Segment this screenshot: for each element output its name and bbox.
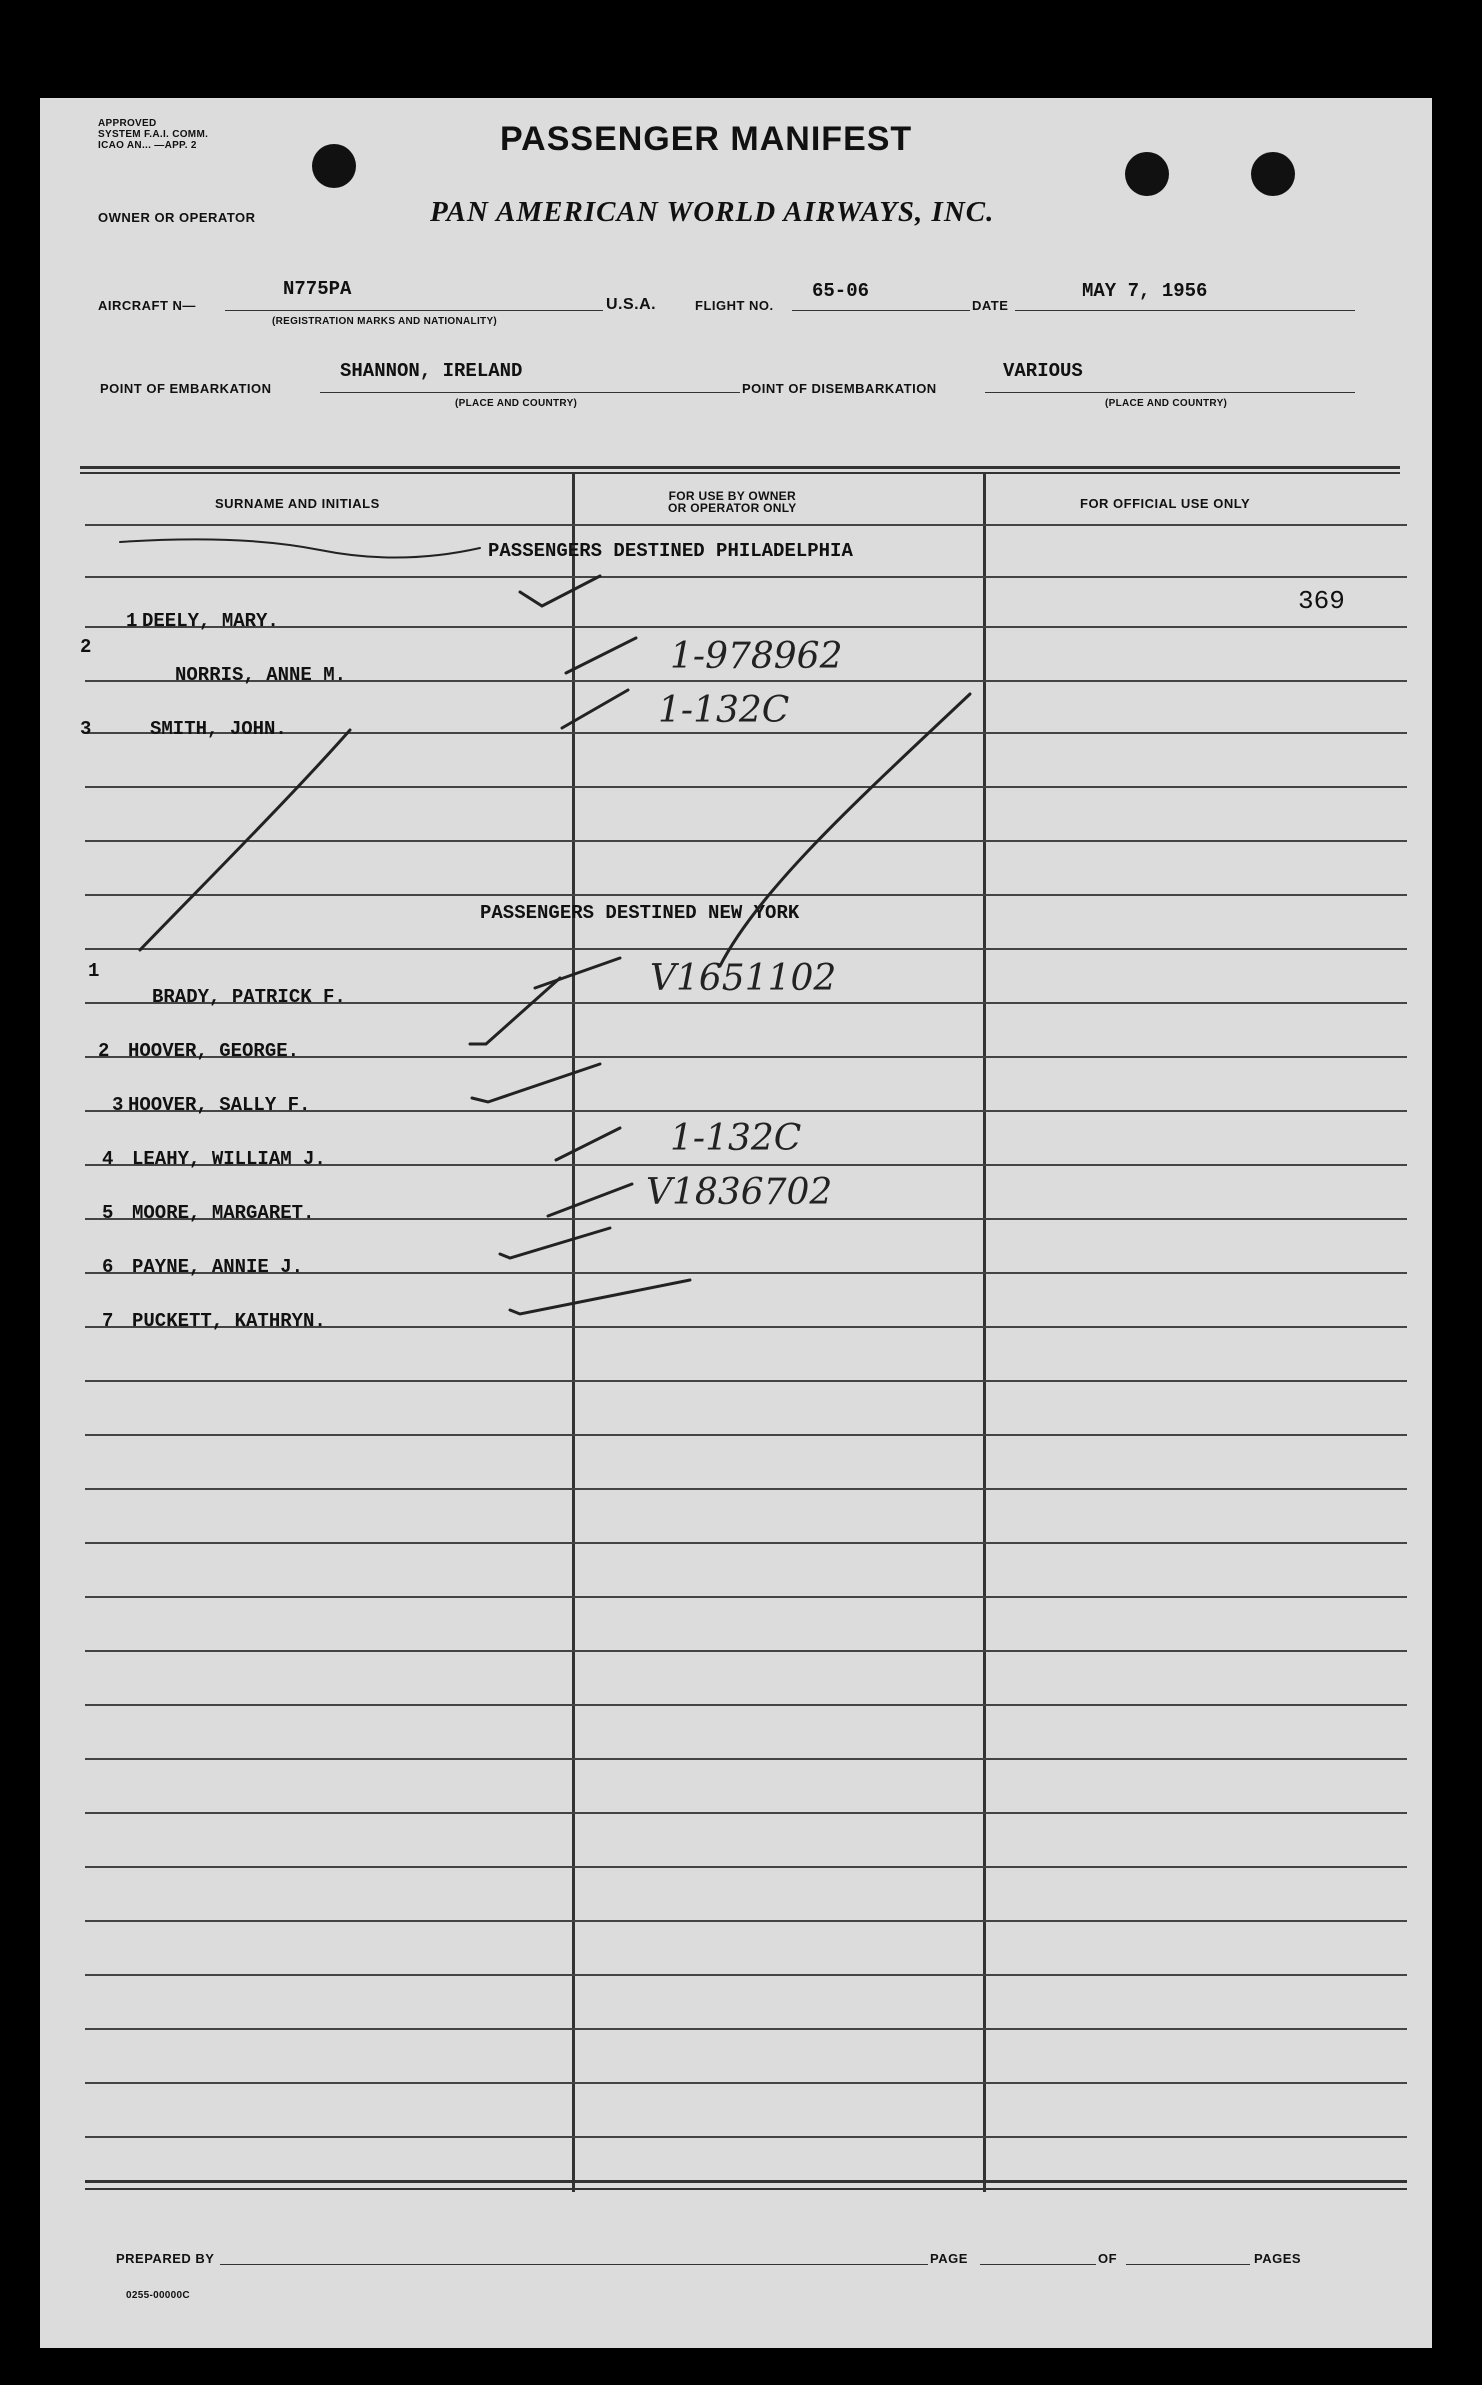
embarkation-value: SHANNON, IRELAND — [340, 360, 523, 382]
disembarkation-value: VARIOUS — [1003, 360, 1083, 382]
passenger-num: 4 — [102, 1148, 114, 1170]
disembarkation-label: POINT OF DISEMBARKATION — [742, 381, 937, 396]
passenger-name: PAYNE, ANNIE J. — [132, 1256, 304, 1278]
passenger-num: 1 — [88, 960, 100, 982]
passenger-name: LEAHY, WILLIAM J. — [132, 1148, 326, 1170]
page-title: PASSENGER MANIFEST — [500, 120, 913, 158]
passenger-num: 1 — [126, 610, 138, 632]
column-header-surname: SURNAME AND INITIALS — [215, 496, 380, 511]
passenger-num: 2 — [80, 636, 92, 658]
passenger-name: PUCKETT, KATHRYN. — [132, 1310, 326, 1332]
airline-name: PAN AMERICAN WORLD AIRWAYS, INC. — [430, 196, 995, 228]
owner-note: 1-132C — [670, 1118, 802, 1159]
of-label: OF — [1098, 2251, 1118, 2266]
owner-note: 1-978962 — [670, 636, 843, 677]
disembarkation-caption: (PLACE AND COUNTRY) — [1105, 398, 1228, 409]
passenger-num: 5 — [102, 1202, 114, 1224]
passenger-name: SMITH, JOHN. — [150, 718, 287, 740]
aircraft-label: AIRCRAFT N— — [98, 298, 196, 313]
flight-value: 65-06 — [812, 280, 870, 302]
usa-label: U.S.A. — [606, 296, 657, 313]
embarkation-label: POINT OF EMBARKATION — [100, 381, 272, 396]
handwritten-marks — [40, 98, 1432, 2348]
official-note: 369 — [1298, 586, 1345, 616]
page-label: PAGE — [930, 2251, 968, 2266]
date-value: MAY 7, 1956 — [1082, 280, 1208, 302]
owner-operator-label: OWNER OR OPERATOR — [98, 210, 256, 225]
pages-label: PAGES — [1254, 2251, 1302, 2266]
owner-note: 1-132C — [658, 690, 790, 731]
section-heading-new-york: PASSENGERS DESTINED NEW YORK — [480, 902, 800, 924]
form-code: 0255-00000C — [126, 2290, 190, 2301]
owner-header-line-1: FOR USE BY OWNER — [668, 489, 796, 503]
passenger-num: 7 — [102, 1310, 114, 1332]
passenger-name: DEELY, MARY. — [142, 610, 279, 632]
passenger-num: 2 — [98, 1040, 110, 1062]
embarkation-caption: (PLACE AND COUNTRY) — [455, 398, 578, 409]
prepared-by-label: PREPARED BY — [116, 2251, 215, 2266]
manifest-page — [40, 98, 1432, 2348]
passenger-name: HOOVER, SALLY F. — [128, 1094, 311, 1116]
passenger-name: BRADY, PATRICK F. — [152, 986, 346, 1008]
section-heading-philadelphia: PASSENGERS DESTINED PHILADELPHIA — [488, 540, 853, 562]
approval-line-2: SYSTEM F.A.I. COMM. — [98, 129, 209, 140]
passenger-num: 3 — [112, 1094, 124, 1116]
date-label: DATE — [972, 298, 1009, 313]
approval-line-3: ICAO AN... —APP. 2 — [98, 140, 197, 151]
passenger-num: 6 — [102, 1256, 114, 1278]
passenger-name: MOORE, MARGARET. — [132, 1202, 315, 1224]
aircraft-value: N775PA — [283, 278, 352, 300]
flight-label: FLIGHT NO. — [695, 298, 774, 313]
aircraft-caption: (REGISTRATION MARKS AND NATIONALITY) — [272, 316, 498, 327]
owner-header-line-2: OR OPERATOR ONLY — [668, 501, 797, 515]
passenger-num: 3 — [80, 718, 92, 740]
owner-note: V1836702 — [646, 1172, 833, 1213]
passenger-name: NORRIS, ANNE M. — [175, 664, 347, 686]
approval-line-1: APPROVED — [98, 118, 157, 129]
owner-note: V1651102 — [650, 958, 837, 999]
column-header-official: FOR OFFICIAL USE ONLY — [1080, 496, 1251, 511]
passenger-name: HOOVER, GEORGE. — [128, 1040, 300, 1062]
